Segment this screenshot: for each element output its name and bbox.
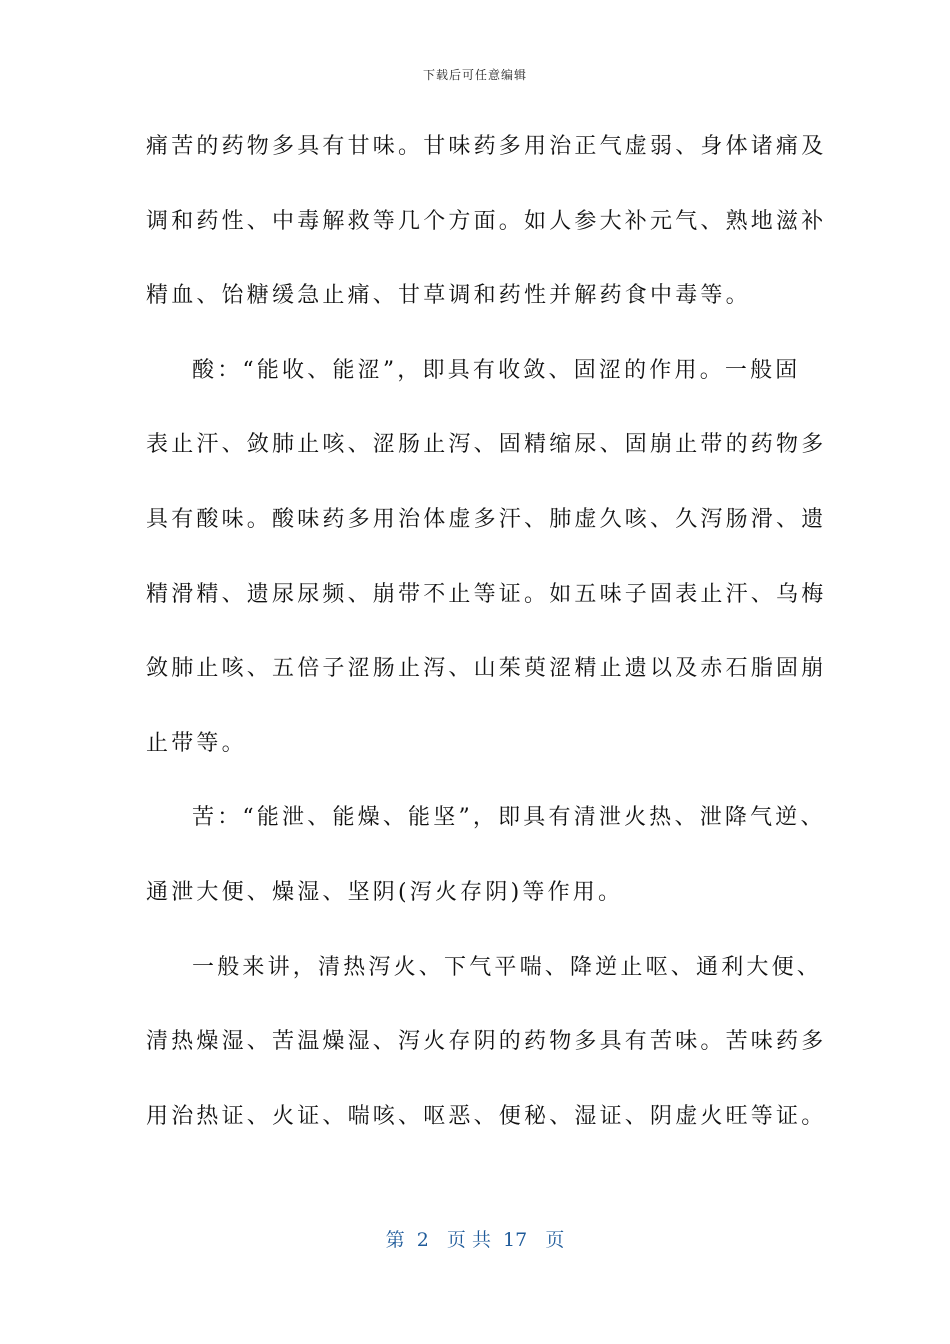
- text-line: 痛苦的药物多具有甘味。甘味药多用治正气虚弱、身体诸痛及: [146, 134, 827, 159]
- page-footer: 第 2 页 共 17 页: [385, 1229, 565, 1251]
- text-line: 精滑精、遗尿尿频、崩带不止等证。如五味子固表止汗、乌梅: [146, 581, 827, 607]
- text-line: 止带等。: [146, 730, 247, 756]
- text-line: 调和药性、中毒解救等几个方面。如人参大补元气、熟地滋补: [146, 208, 827, 234]
- text-line: 具有酸味。酸味药多用治体虚多汗、肺虚久咳、久泻肠滑、遗: [146, 506, 827, 532]
- text-line: 酸：“能收、能涩”，即具有收敛、固涩的作用。一般固: [192, 357, 801, 383]
- text-line: 苦：“能泄、能燥、能坚”，即具有清泄火热、泄降气逆、: [192, 805, 826, 831]
- text-line: 敛肺止咳、五倍子涩肠止泻、山茱萸涩精止遗以及赤石脂固崩: [146, 656, 827, 682]
- body-text: [146, 120, 827, 1164]
- page-header: 下载后可任意编辑: [422, 68, 527, 82]
- text-line: 一般来讲，清热泻火、下气平喘、降逆止呕、通利大便、: [192, 954, 823, 980]
- text-line: 通泄大便、燥湿、坚阴(泻火存阴)等作用。: [146, 879, 624, 905]
- text-line: 表止汗、敛肺止咳、涩肠止泻、固精缩尿、固崩止带的药物多: [146, 432, 827, 458]
- text-line: 精血、饴糖缓急止痛、甘草调和药性并解药食中毒等。: [146, 283, 751, 309]
- text-line: 用治热证、火证、喘咳、呕恶、便秘、湿证、阴虚火旺等证。: [146, 1103, 827, 1129]
- text-line: 清热燥湿、苦温燥湿、泻火存阴的药物多具有苦味。苦味药多: [146, 1029, 827, 1055]
